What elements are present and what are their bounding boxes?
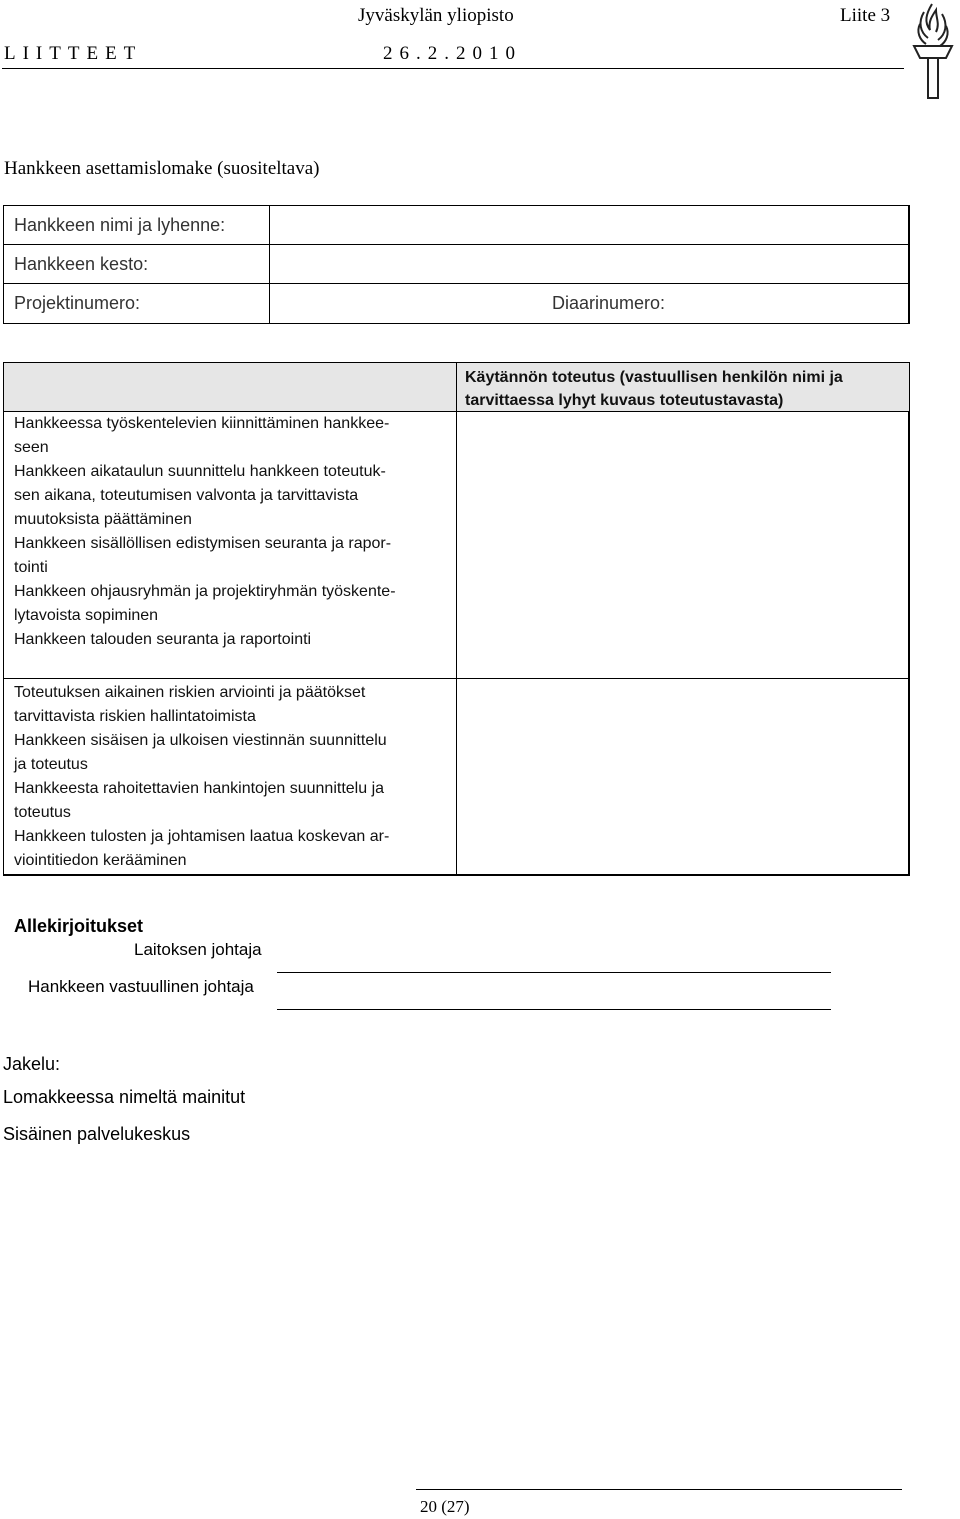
task-group-1-response-field[interactable] — [456, 411, 910, 679]
section-label: LIITTEET — [4, 43, 143, 64]
task-item: Hankkeen ohjausryhmän ja projektiryhmän työskente- lytavoista sopiminen — [14, 583, 396, 624]
task-item: Toteutuksen aikainen riskien arviointi ja päätökset tarvittavista riskien hallintatoimista — [14, 684, 366, 725]
task-group-1 — [3, 411, 457, 679]
task-item: Hankkeesta rahoitettavien hankintojen suunnittelu ja toteutus — [14, 780, 385, 821]
practical-implementation-header: Käytännön toteutus (vastuullisen henkilön nimi ja tarvittaessa lyhyt kuvaus toteutustavasta) — [465, 369, 843, 409]
project-info-table — [3, 205, 909, 324]
task-item: Hankkeen sisällöllisen edistymisen seuranta ja rapor- tointi — [14, 535, 392, 576]
name-label-cell — [3, 205, 270, 245]
distribution-item: Lomakkeessa nimeltä mainitut — [3, 1087, 246, 1107]
appendix-label: Liite 3 — [840, 5, 891, 26]
footer-rule — [416, 1489, 902, 1490]
tasks-table — [3, 362, 909, 875]
project-duration-label: Hankkeen kesto: — [14, 254, 149, 274]
task-group-2-list — [14, 681, 446, 873]
signatures-title: Allekirjoitukset — [14, 916, 144, 936]
task-item: Hankkeessa työskentelevien kiinnittäminen hankkee- seen — [14, 415, 390, 456]
project-number-field[interactable] — [269, 283, 910, 324]
task-item: Hankkeen sisäisen ja ulkoisen viestinnän suunnittelu ja toteutus — [14, 732, 387, 773]
dept-head-label: Laitoksen johtaja — [134, 940, 262, 959]
tasks-header-left — [3, 362, 457, 412]
distribution-item: Sisäinen palvelukeskus — [3, 1124, 191, 1144]
distribution-label: Jakelu: — [3, 1054, 61, 1074]
project-number-label-cell — [3, 283, 270, 324]
tasks-header-right — [456, 362, 910, 412]
project-head-signature-line[interactable] — [277, 1009, 831, 1010]
university-name: Jyväskylän yliopisto — [358, 5, 514, 26]
task-group-2-response-field[interactable] — [456, 678, 910, 876]
project-name-field[interactable] — [269, 205, 910, 245]
page-number: 20 (27) — [420, 1497, 470, 1516]
project-number-label: Projektinumero: — [14, 293, 141, 313]
duration-label-cell — [3, 244, 270, 284]
form-title: Hankkeen asettamislomake (suositeltava) — [4, 158, 320, 179]
project-head-label: Hankkeen vastuullinen johtaja — [28, 977, 254, 996]
task-item: Hankkeen talouden seuranta ja raportointi — [14, 631, 312, 648]
task-group-2 — [3, 678, 457, 876]
header-rule — [2, 68, 904, 69]
torch-logo-icon — [906, 0, 960, 100]
task-item: Hankkeen tulosten ja johtamisen laatua koskevan ar- viointitiedon kerääminen — [14, 828, 390, 869]
task-group-1-list — [14, 412, 446, 652]
project-duration-field[interactable] — [269, 244, 910, 284]
diary-number-label: Diaarinumero: — [552, 293, 666, 313]
document-date: 26.2.2010 — [383, 43, 522, 64]
project-name-label: Hankkeen nimi ja lyhenne: — [14, 215, 226, 235]
dept-head-signature-line[interactable] — [277, 972, 831, 973]
task-item: Hankkeen aikataulun suunnittelu hankkeen toteutuk- sen aikana, toteutumisen valvonta ja tarvittavista muutoksista päättäminen — [14, 463, 386, 528]
